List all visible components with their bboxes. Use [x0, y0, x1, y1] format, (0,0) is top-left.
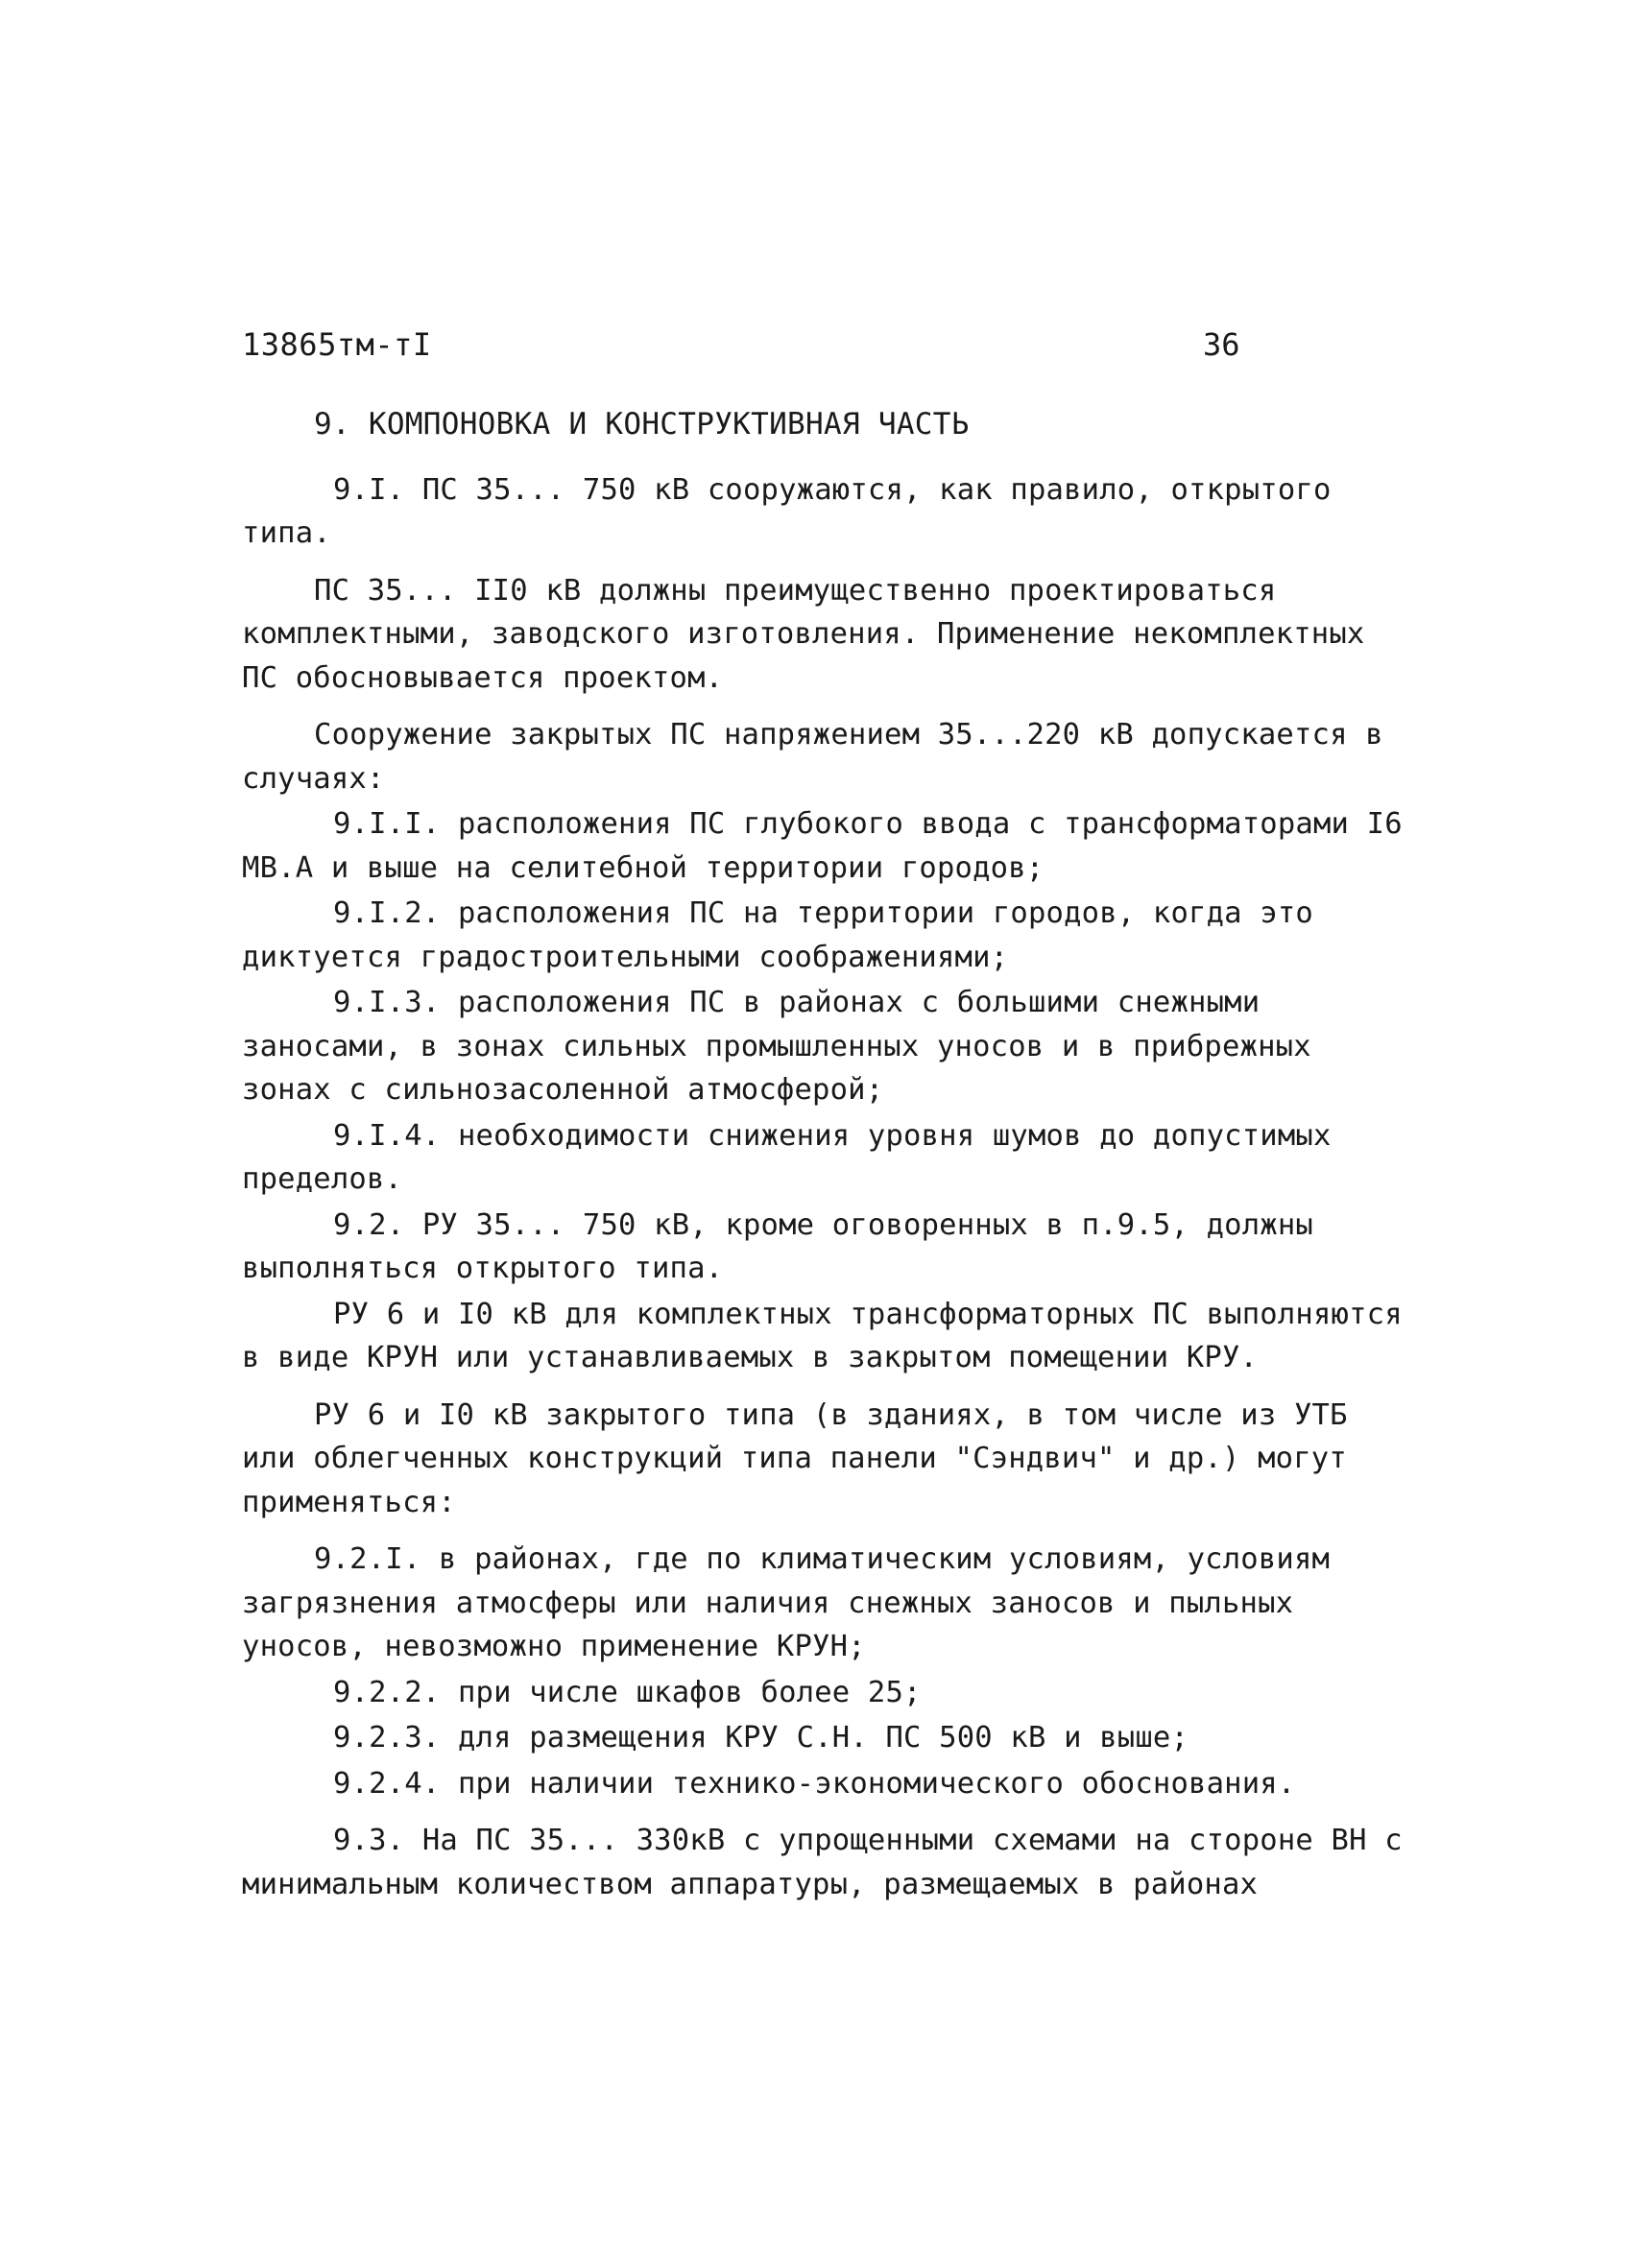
paragraph-ru-6-10: РУ 6 и I0 кВ для комплектных трансформаторных ПС выполняются в виде КРУН или устанавливаемых в закрытом помещении КРУ.	[242, 1297, 1403, 1374]
paragraph-9-1: 9.I. ПС 35... 750 кВ сооружаются, как правило, открытого типа.	[242, 472, 1332, 550]
paragraph-9-2-3: 9.2.3. для размещения КРУ С.Н. ПС 500 кВ и выше;	[333, 1721, 1189, 1755]
paragraph-9-1-3: 9.I.3. расположения ПС в районах с большими снежными заносами, в зонах сильных промышленных уносов и в прибрежных зонах с сильнозасоленной атмосферой;	[242, 986, 1311, 1107]
paragraph-9-1-2: 9.I.2. расположения ПС на территории городов, когда это диктуется градостроительными соображениями;	[242, 896, 1313, 974]
paragraph-9-2-2: 9.2.2. при числе шкафов более 25;	[333, 1675, 922, 1709]
paragraph-9-2-1: 9.2.I. в районах, где по климатическим условиям, условиям загрязнения атмосферы или наличия снежных заносов и пыльных уносов, невозможно применение КРУН;	[242, 1542, 1331, 1663]
paragraph-9-2: 9.2. РУ 35... 750 кВ, кроме оговоренных в п.9.5, должны выполняться открытого типа.	[242, 1207, 1313, 1285]
paragraph-9-2-4: 9.2.4. при наличии технико-экономического обоснования.	[333, 1766, 1296, 1801]
section-title: 9. КОМПОНОВКА И КОНСТРУКТИВНАЯ ЧАСТЬ	[314, 407, 970, 442]
paragraph-closed-ps: Сооружение закрытых ПС напряжением 35...220 кВ допускается в случаях:	[242, 718, 1383, 796]
document-body	[242, 403, 1413, 1908]
paragraph-9-1-4: 9.I.4. необходимости снижения уровня шумов до допустимых пределов.	[242, 1118, 1332, 1196]
paragraph-ru-closed: РУ 6 и I0 кВ закрытого типа (в зданиях, в том числе из УТБ или облегченных конструкций типа панели "Сэндвич" и др.) могут применяться:	[242, 1397, 1348, 1519]
paragraph-ps-110: ПС 35... II0 кВ должны преимущественно проектироваться комплектными, заводского изготовления. Применение некомплектных ПС обосновывается проектом.	[242, 573, 1365, 695]
paragraph-9-1-1: 9.I.I. расположения ПС глубокого ввода с трансформаторами I6 МВ.А и выше на селитебной территории городов;	[242, 807, 1403, 885]
paragraph-9-3: 9.3. На ПС 35... 330кВ с упрощенными схемами на стороне ВН с минимальным количеством аппаратуры, размещаемых в районах	[242, 1824, 1403, 1901]
page-number: 36	[1203, 326, 1240, 363]
document-code: 13865тм-тI	[242, 326, 432, 363]
